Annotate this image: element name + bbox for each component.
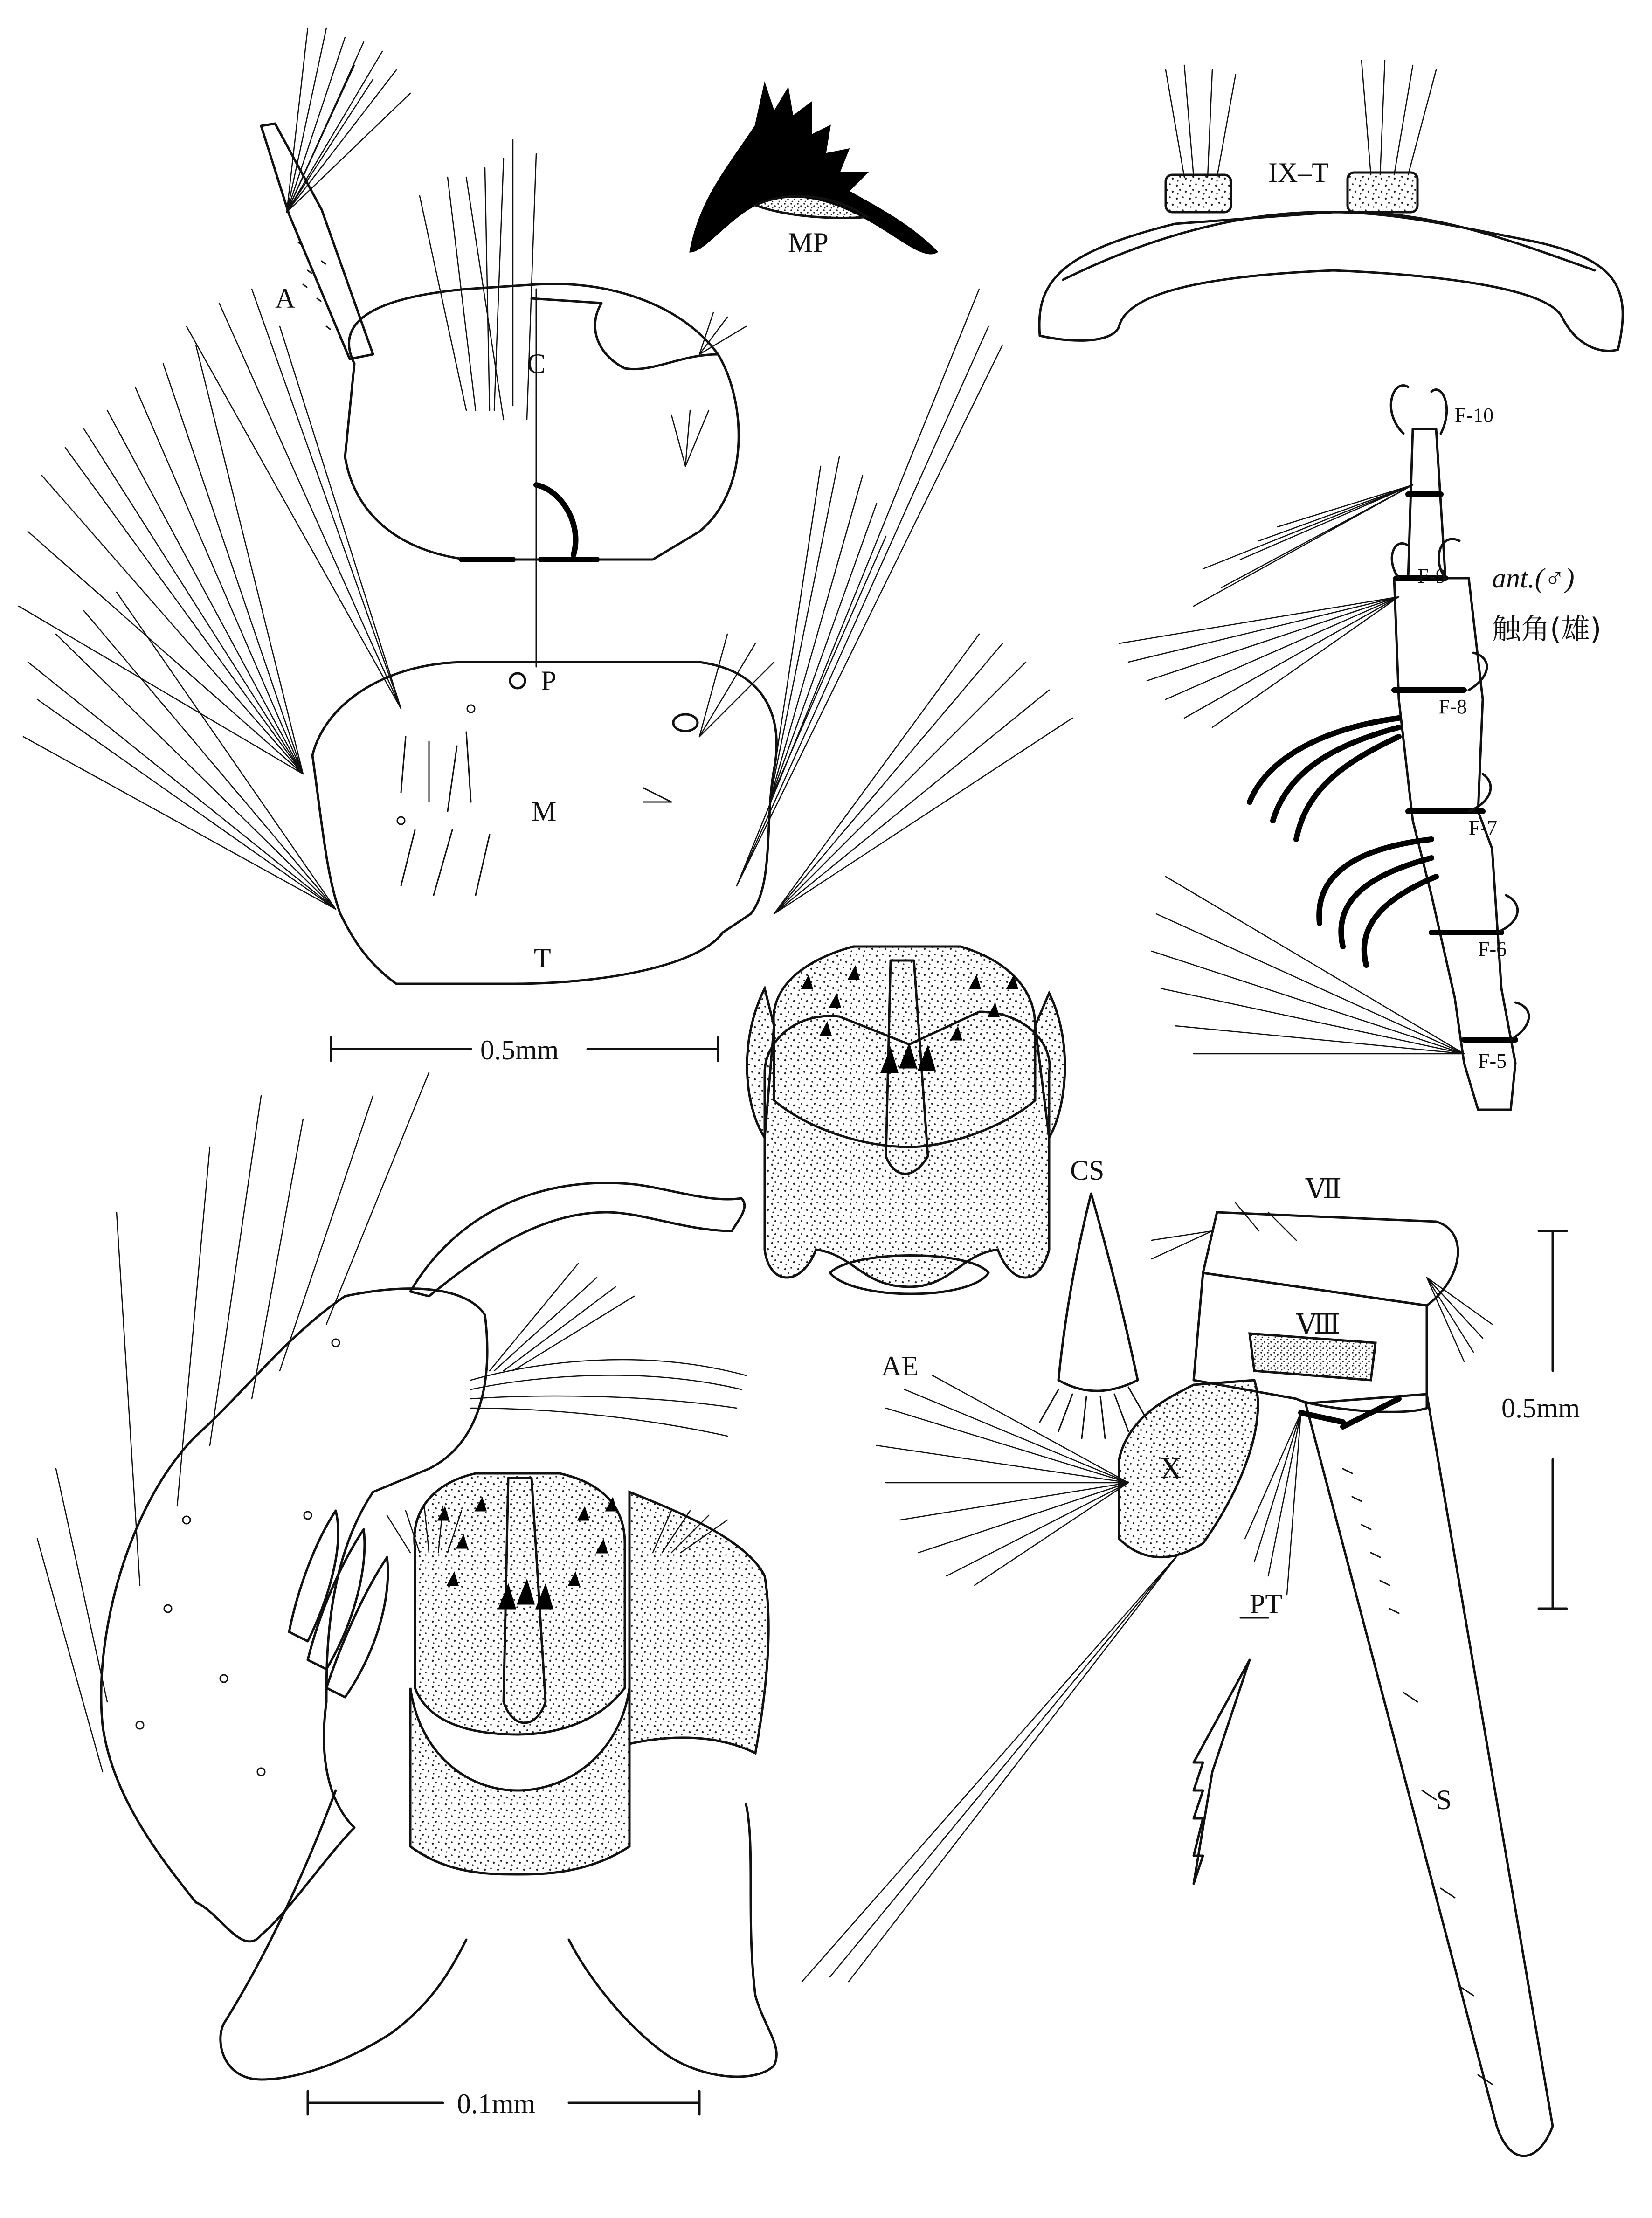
head-scale-label: 0.5mm: [480, 1035, 559, 1065]
genitalia-scale-bar: [308, 2088, 699, 2119]
abdomen-label-x: Ⅹ: [1161, 1453, 1181, 1484]
abdomen-setae: [802, 1203, 1492, 1982]
antenna-panel: [1119, 385, 1601, 1110]
mandible-bar: [536, 485, 576, 555]
pecten-tooth-detail: [1194, 1618, 1268, 1884]
antenna-segment-f10: F-10: [1455, 404, 1494, 427]
abdomen-siphon: [1306, 1394, 1553, 2156]
antenna-segment-f9: F-9: [1417, 565, 1446, 587]
abdomen-label-vii: Ⅶ: [1306, 1174, 1342, 1204]
gonostylus-lobe-setae: [471, 1264, 746, 1436]
comb-scale-label: CS: [1070, 1155, 1105, 1186]
head-capsule-outline: [345, 284, 739, 560]
antenna-male-segments: [1394, 429, 1515, 1110]
abdomen-anal-tuft: [877, 1375, 1128, 1585]
abdomen-label-s: S: [1436, 1784, 1452, 1815]
head-label-a: A: [275, 283, 296, 314]
head-label-c: C: [527, 348, 546, 379]
tergite-ix-outline: [1039, 212, 1623, 351]
thorax-label-p: P: [541, 665, 557, 696]
claspette-leaflets: [289, 1511, 388, 1697]
head-panel: [19, 28, 1072, 1065]
head-scale-bar: [331, 1035, 718, 1065]
head-setae-upper: [420, 140, 746, 466]
antenna-title-cn: 触角(雄): [1492, 612, 1602, 646]
abdomen-label-pt: PT: [1250, 1589, 1283, 1619]
genitalia-panel: [37, 1072, 776, 2119]
comb-scale-panel: [1040, 1155, 1147, 1438]
antenna-tuft: [287, 28, 410, 212]
comb-scale-outline: [1058, 1194, 1138, 1391]
antenna-title: ant.(♂): [1492, 563, 1575, 594]
antenna-segment-f7: F-7: [1469, 816, 1498, 839]
thorax-label-t: T: [534, 943, 551, 974]
gonocoxite-setae: [37, 1072, 429, 1776]
aedeagus-label: AE: [881, 1351, 919, 1382]
mouthpart-label: MP: [788, 227, 829, 258]
mouthpart-panel: [690, 84, 937, 258]
gonostylus: [410, 1183, 745, 1296]
abdomen-panel: [802, 1174, 1580, 2156]
antenna-segment-labels: [1417, 404, 1507, 1072]
abdomen-label-viii: Ⅷ: [1296, 1309, 1341, 1340]
siphon-pecten-teeth: [1343, 1469, 1492, 2084]
tergite-ix-label: IX–T: [1268, 157, 1329, 188]
antenna-segment-f8: F-8: [1438, 695, 1467, 718]
tergite-ix-lobe-right: [1348, 173, 1417, 212]
antenna-segment-f5: F-5: [1478, 1050, 1507, 1072]
clypeus-outline: [532, 298, 718, 369]
abdomen-scale-bar: [1501, 1231, 1580, 1609]
genital-lobe-right: [629, 1492, 768, 1753]
thorax-label-m: M: [532, 796, 557, 827]
genitalia-scale-label: 0.1mm: [457, 2088, 536, 2119]
antenna-spines: [298, 242, 330, 329]
abdomen-scale-label: 0.5mm: [1501, 1393, 1580, 1423]
antenna-whorls: [1119, 485, 1464, 1054]
abdomen-comb-patch: [1250, 1334, 1376, 1380]
aedeagus-panel: [747, 947, 1065, 1382]
antenna-segment-f6: F-6: [1478, 938, 1507, 960]
tergite-ix-panel: [1039, 61, 1623, 351]
thorax-small-setae: [397, 673, 698, 895]
tergite-ix-lobe-left: [1166, 175, 1231, 212]
